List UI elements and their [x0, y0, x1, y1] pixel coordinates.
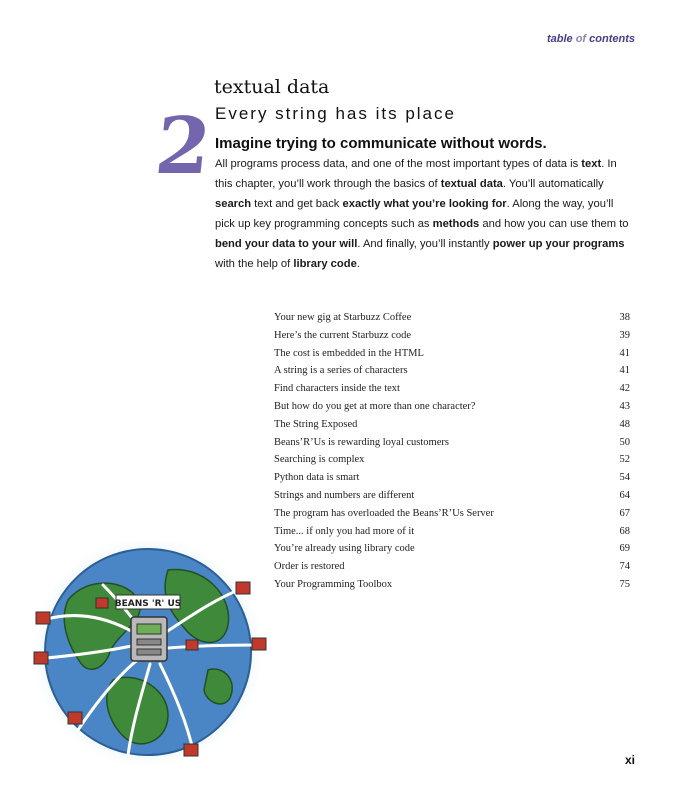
- chapter-number: 2: [151, 101, 216, 192]
- header-word-of: of: [575, 33, 587, 45]
- toc-entry-page: 41: [619, 347, 630, 359]
- register-7: [96, 598, 108, 608]
- toc-entry-title: Searching is complex: [274, 454, 365, 466]
- toc-row[interactable]: [274, 327, 630, 345]
- toc-row[interactable]: [274, 558, 630, 576]
- register-4: [236, 582, 250, 594]
- intro-text: All programs process data, and one of the most important types of data is: [215, 158, 582, 170]
- toc-entry-page: 39: [619, 329, 630, 341]
- toc-entry-title: Your Programming Toolbox: [274, 578, 393, 590]
- server-label: BEANS 'R' US: [114, 599, 182, 609]
- chapter-intro: [215, 154, 635, 274]
- intro-emphasis: exactly what you’re looking for: [342, 198, 507, 210]
- register-6: [184, 744, 198, 756]
- toc-list: [274, 309, 630, 594]
- register-1: [36, 612, 50, 624]
- toc-entry-title: You’re already using library code: [274, 543, 415, 555]
- toc-entry-title: The program has overloaded the Beans’R’Us Server: [274, 507, 494, 519]
- toc-entry-page: 69: [619, 543, 630, 555]
- register-3: [68, 712, 82, 724]
- toc-entry-page: 67: [619, 507, 630, 519]
- server-box: [131, 617, 167, 661]
- toc-entry-page: 54: [619, 472, 630, 484]
- intro-text: . In this chapter, you’ll work through the basics of: [215, 158, 617, 190]
- register-8: [186, 640, 198, 650]
- intro-text: . And finally, you’ll instantly: [357, 238, 493, 250]
- chapter-subtitle: Every string has its place: [215, 104, 456, 123]
- toc-entry-title: Your new gig at Starbuzz Coffee: [274, 312, 412, 323]
- intro-text: . Along the way, you’ll pick up key programming concepts such as: [215, 198, 614, 230]
- toc-entry-page: 52: [619, 454, 630, 466]
- page-number: xi: [624, 753, 635, 767]
- toc-entry-page: 41: [619, 365, 630, 377]
- toc-entry-page: 50: [619, 436, 630, 448]
- toc-entry-title: Strings and numbers are different: [274, 489, 415, 501]
- globe-illustration: [18, 540, 278, 765]
- toc-entry-page: 68: [619, 525, 630, 537]
- toc-entry-title: The String Exposed: [274, 418, 358, 430]
- intro-emphasis: methods: [432, 218, 480, 230]
- toc-entry-title: But how do you get at more than one character?: [274, 400, 476, 412]
- intro-emphasis: text: [581, 158, 602, 170]
- toc-row[interactable]: [274, 416, 630, 434]
- toc-row[interactable]: [274, 469, 630, 487]
- toc-entry-title: A string is a series of characters: [274, 365, 408, 377]
- running-header: [547, 33, 635, 45]
- toc-row[interactable]: [274, 345, 630, 363]
- toc-entry-title: Time... if only you had more of it: [274, 525, 415, 537]
- chapter-lead: Imagine trying to communicate without words.: [215, 135, 547, 152]
- toc-row[interactable]: [274, 380, 630, 398]
- intro-text: with the help of: [215, 258, 294, 270]
- toc-entry-page: 74: [619, 561, 630, 573]
- toc-row[interactable]: [274, 540, 630, 558]
- intro-emphasis: power up your programs: [492, 238, 625, 250]
- intro-emphasis: bend your data to your will: [215, 238, 358, 250]
- intro-text: and how you can use them to: [479, 218, 629, 230]
- toc-row[interactable]: [274, 523, 630, 541]
- toc-row[interactable]: [274, 451, 630, 469]
- header-word-table: table: [546, 33, 573, 45]
- toc-row[interactable]: [274, 505, 630, 523]
- toc-row[interactable]: [274, 576, 630, 594]
- toc-row[interactable]: [274, 434, 630, 452]
- toc-entry-page: 38: [619, 312, 630, 323]
- toc-row[interactable]: [274, 398, 630, 416]
- chapter-title: textual data: [214, 76, 330, 98]
- toc-entry-title: Python data is smart: [274, 472, 360, 484]
- header-word-contents: contents: [589, 33, 635, 45]
- toc-entry-page: 48: [619, 418, 630, 430]
- toc-entry-title: Beans’R’Us is rewarding loyal customers: [274, 436, 449, 448]
- toc-entry-title: Find characters inside the text: [274, 383, 400, 395]
- intro-text: . You’ll automatically: [502, 178, 604, 190]
- toc-row[interactable]: [274, 309, 630, 327]
- register-5: [252, 638, 266, 650]
- toc-entry-title: Here’s the current Starbuzz code: [274, 329, 412, 341]
- intro-text: .: [356, 258, 360, 270]
- toc-row[interactable]: [274, 487, 630, 505]
- toc-entry-page: 42: [619, 383, 630, 395]
- toc-entry-page: 64: [619, 489, 630, 501]
- toc-entry-title: The cost is embedded in the HTML: [274, 347, 424, 359]
- intro-emphasis: library code: [293, 258, 357, 270]
- intro-emphasis: textual data: [440, 178, 503, 190]
- intro-emphasis: search: [215, 198, 252, 210]
- toc-entry-title: Order is restored: [274, 561, 345, 573]
- intro-text: text and get back: [251, 198, 343, 210]
- toc-row[interactable]: [274, 362, 630, 380]
- register-2: [34, 652, 48, 664]
- toc-entry-page: 75: [619, 578, 630, 590]
- toc-entry-page: 43: [619, 400, 630, 412]
